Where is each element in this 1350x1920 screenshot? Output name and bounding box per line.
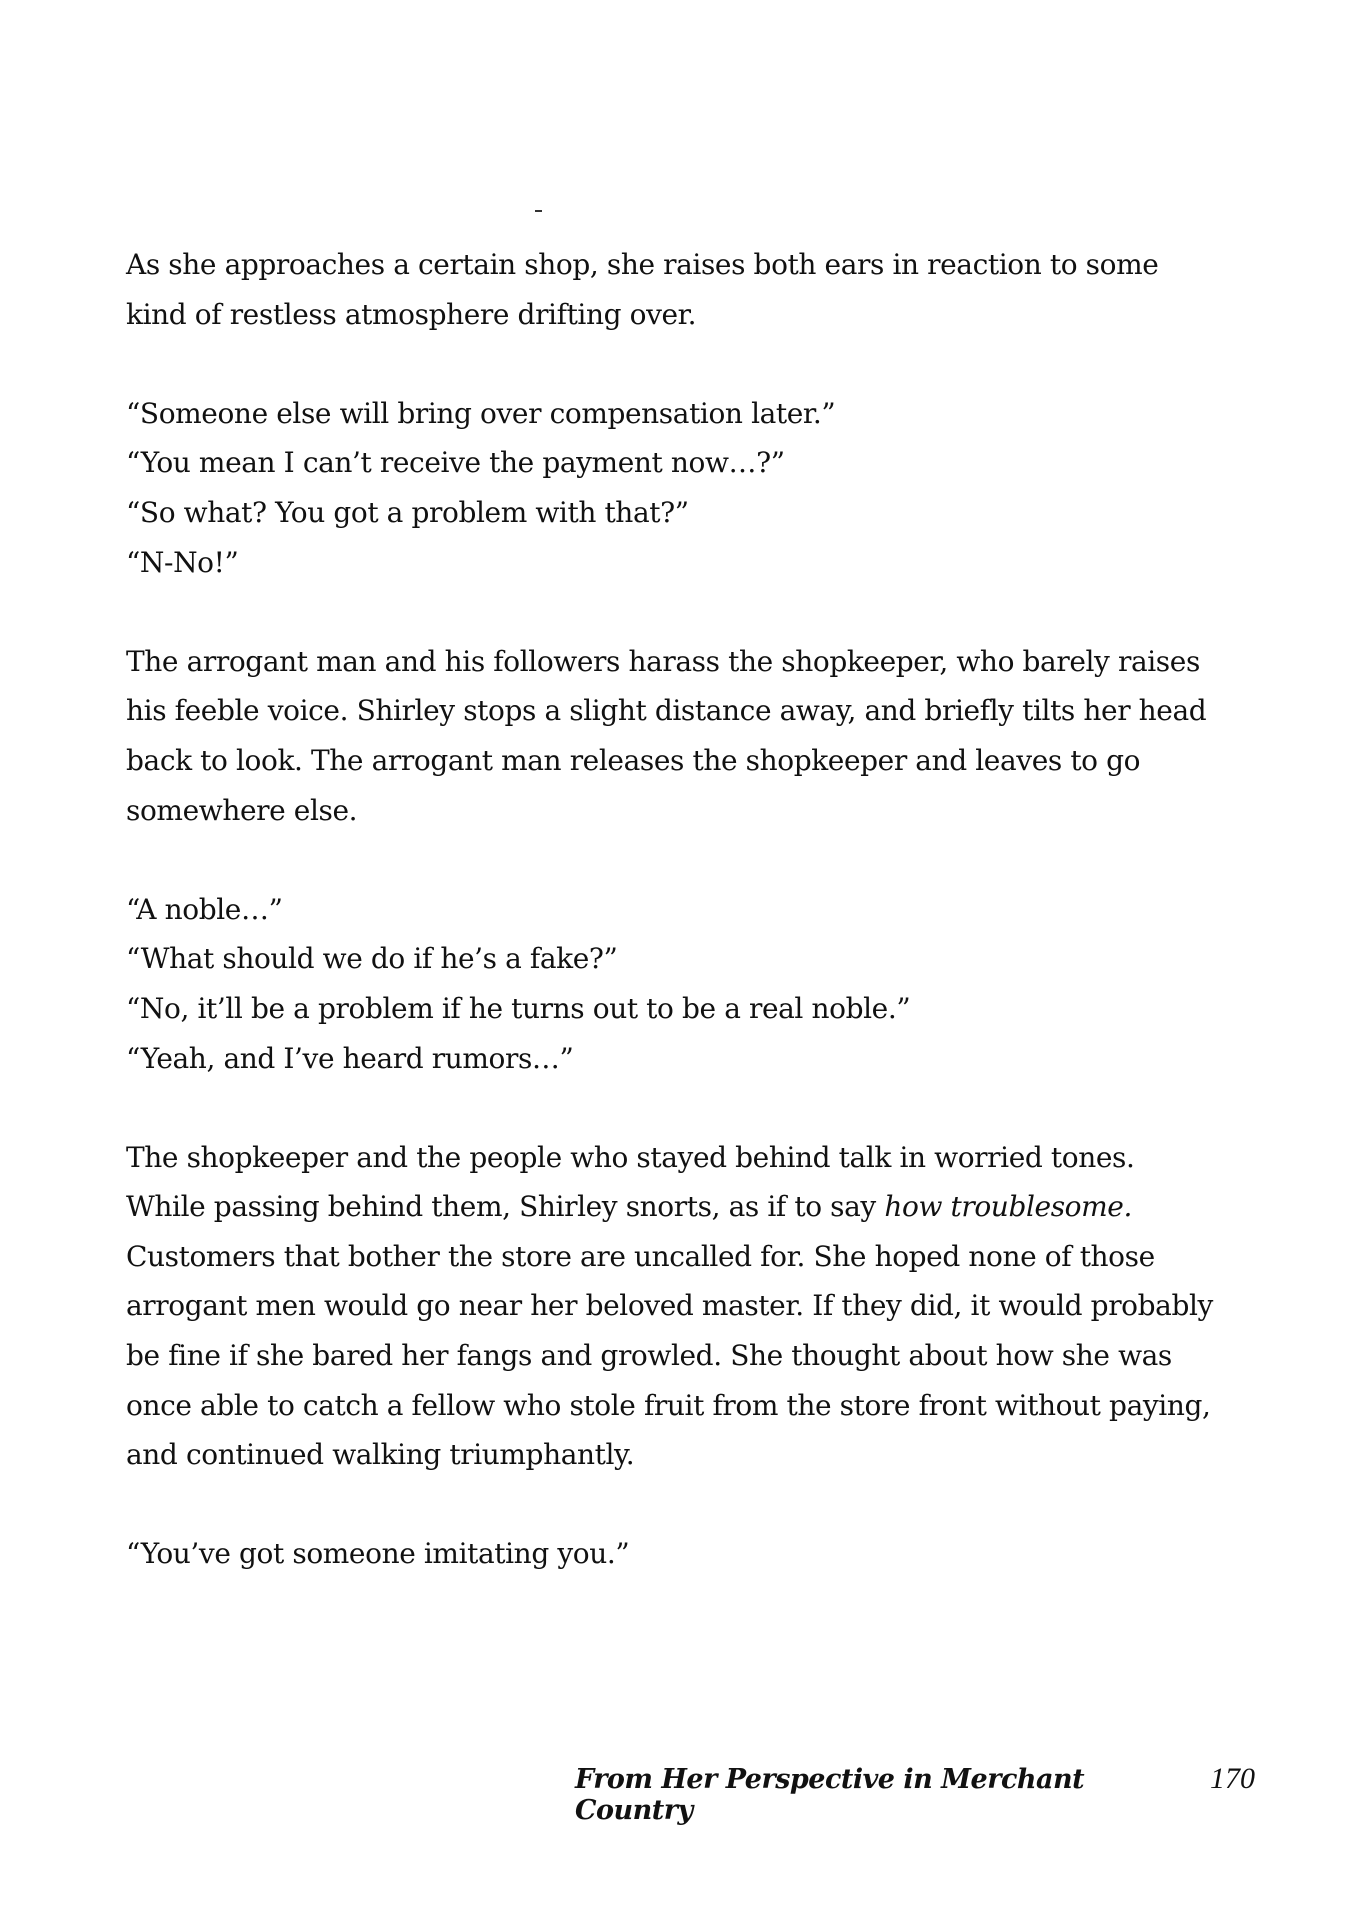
- text-line: arrogant men would go near her beloved master. If they did, it would probably: [126, 1289, 1213, 1323]
- text-line: [126, 1182, 1276, 1232]
- dialogue-line: “Yeah, and I’ve heard rumors…”: [126, 1041, 574, 1075]
- text-line: his feeble voice. Shirley stops a slight distance away, and briefly tilts her head: [126, 694, 1207, 728]
- dialogue-line: “You’ve got someone imitating you.”: [126, 1537, 630, 1571]
- italic-phrase: how troublesome.: [884, 1190, 1132, 1224]
- dialogue-line: “A noble…”: [126, 892, 283, 926]
- text-line: somewhere else.: [126, 793, 358, 827]
- dialogue-line: “No, it’ll be a problem if he turns out to be a real noble.”: [126, 991, 911, 1025]
- text-line: kind of restless atmosphere drifting over.: [126, 297, 697, 331]
- dialogue-block-2: [126, 885, 1276, 1083]
- dialogue-line: “N-No!”: [126, 545, 239, 579]
- body-text: [126, 240, 1276, 1579]
- dialogue-line: “Someone else will bring over compensation later.”: [126, 396, 836, 430]
- text-line: As she approaches a certain shop, she raises both ears in reaction to some: [126, 248, 1159, 281]
- paragraph-3: [126, 1133, 1276, 1480]
- text-line: The shopkeeper and the people who stayed behind talk in worried tones.: [126, 1140, 1135, 1174]
- paragraph-2: [126, 637, 1276, 835]
- page-number: 170: [1210, 1762, 1255, 1795]
- text-line: be fine if she bared her fangs and growled. She thought about how she was: [126, 1339, 1172, 1373]
- dialogue-block-1: [126, 389, 1276, 587]
- text-line: The arrogant man and his followers harass the shopkeeper, who barely raises: [126, 644, 1200, 678]
- top-mark: [535, 210, 542, 212]
- dialogue-line: “You mean I can’t receive the payment now…?”: [126, 446, 785, 480]
- paragraph-1: [126, 240, 1276, 339]
- text-line: Customers that bother the store are uncalled for. She hoped none of those: [126, 1239, 1155, 1273]
- page-footer: [575, 1762, 1255, 1826]
- text-line: once able to catch a fellow who stole fruit from the store front without paying,: [126, 1388, 1211, 1422]
- dialogue-block-3: [126, 1529, 1276, 1579]
- text-line: and continued walking triumphantly.: [126, 1438, 635, 1472]
- dialogue-line: “What should we do if he’s a fake?”: [126, 942, 618, 976]
- text-segment: While passing behind them, Shirley snorts, as if to say: [126, 1190, 885, 1224]
- book-title: From Her Perspective in Merchant Country: [575, 1764, 1085, 1826]
- dialogue-line: “So what? You got a problem with that?”: [126, 495, 689, 529]
- text-line: back to look. The arrogant man releases the shopkeeper and leaves to go: [126, 743, 1141, 777]
